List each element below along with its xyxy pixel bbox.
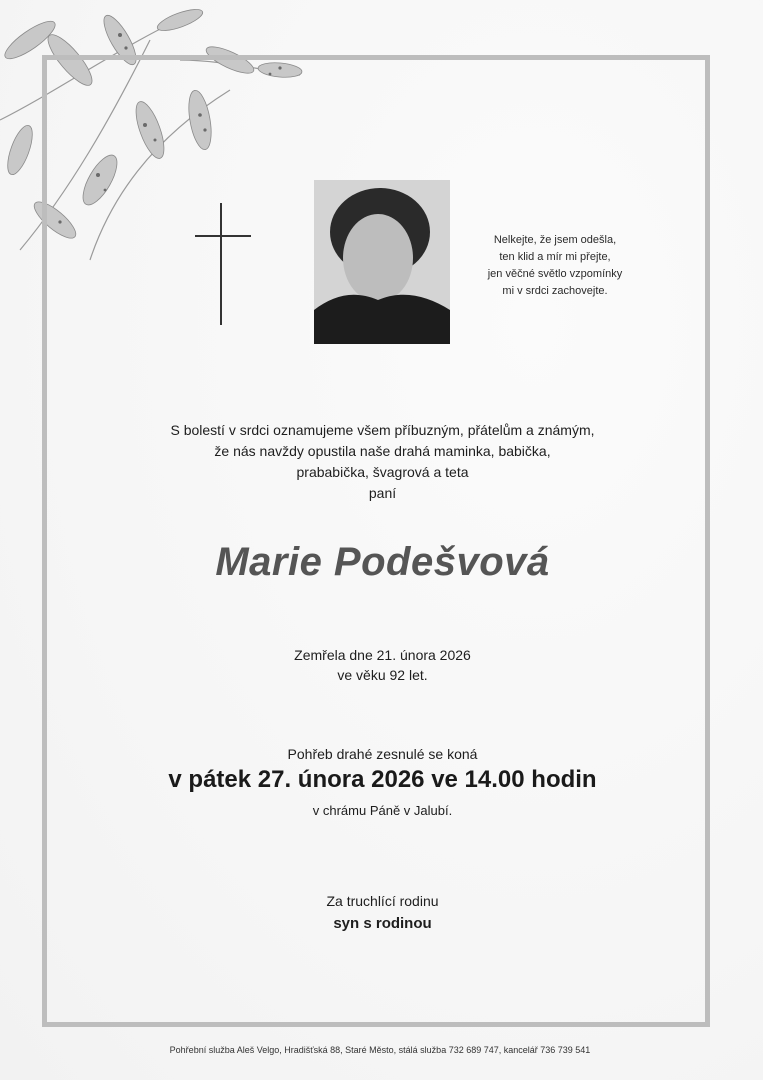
announcement-line: S bolestí v srdci oznamujeme všem příbuzným, přátelům a známým, [170, 422, 595, 438]
announcement-line: paní [368, 485, 397, 501]
death-age: ve věku 92 let. [337, 667, 428, 683]
poem-line: Nelkejte, že jsem odešla, [493, 234, 617, 246]
portrait-photo [314, 180, 450, 344]
mourning-family-label: Za truchlící rodinu [326, 893, 439, 909]
deceased-name: Marie Podešvová [215, 540, 550, 584]
funeral-intro: Pohřeb drahé zesnulé se koná [287, 746, 478, 762]
memorial-poem [470, 232, 640, 300]
announcement-line: prababička, švagrová a teta [296, 464, 469, 480]
death-date: Zemřela dne 21. února 2026 [294, 647, 471, 663]
death-info [100, 645, 665, 685]
poem-line: mi v srdci zachovejte. [502, 285, 608, 297]
funeral-service-footer: Pohřební služba Aleš Velgo, Hradišťská 88, Staré Město, stálá služba 732 689 747, kancelář 736 739 541 [169, 1045, 591, 1055]
poem-line: ten klid a mír mi přejte, [499, 251, 611, 263]
announcement-line: že nás navždy opustila naše drahá maminka, babička, [214, 443, 551, 459]
family-signoff: syn s rodinou [333, 915, 432, 932]
poem-line: jen věčné světlo vzpomínky [487, 268, 623, 280]
funeral-datetime: v pátek 27. února 2026 ve 14.00 hodin [168, 766, 597, 793]
latin-cross-icon [195, 203, 251, 325]
announcement-text [100, 420, 665, 504]
funeral-place: v chrámu Páně v Jalubí. [312, 803, 453, 818]
